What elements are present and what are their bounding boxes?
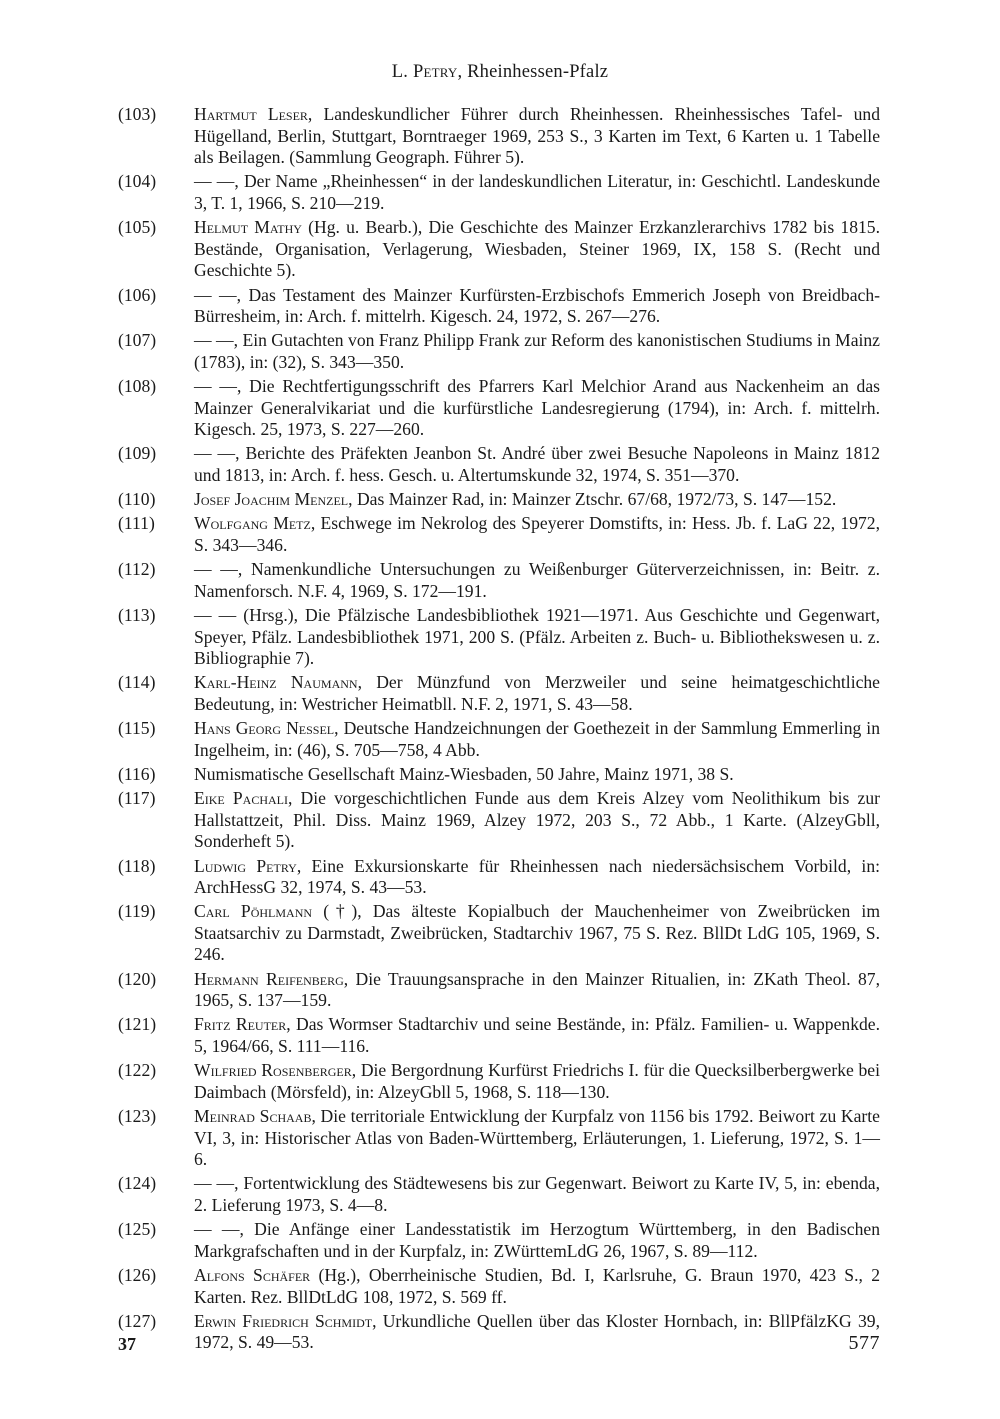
bibliography-entry xyxy=(118,764,880,786)
entry-body xyxy=(194,285,880,328)
entry-number: (125) xyxy=(118,1219,157,1240)
entry-body xyxy=(194,1060,880,1103)
entry-number: (109) xyxy=(118,443,157,464)
bibliography-entry xyxy=(118,285,880,328)
entry-body xyxy=(194,489,880,511)
entry-body xyxy=(194,1311,880,1354)
entry-body xyxy=(194,856,880,899)
entry-number: (122) xyxy=(118,1060,157,1081)
entry-body xyxy=(194,764,880,786)
entry-text: , Das Wormser Stadtarchiv und seine Bestände, in: Pfälz. Familien- u. Wappenkde. 5, 1964/66, S. 111—116. xyxy=(194,1014,880,1057)
entry-number: (106) xyxy=(118,284,157,305)
entry-author: Erwin Friedrich Schmidt xyxy=(194,1310,373,1331)
entry-number: (116) xyxy=(118,763,156,784)
entry-author: Hartmut Leser xyxy=(194,104,308,124)
entry-text: , Der Münzfund von Merzweiler und seine heimatgeschichtliche Bedeutung, in: Westricher Heimatbll. N.F. 2, 1971, S. 43—58. xyxy=(194,672,880,714)
bibliography-entry xyxy=(118,217,880,282)
entry-text: , Die Bergordnung Kurfürst Friedrichs I. für die Quecksilberbergwerke bei Daimbach (Mörsfeld), in: AlzeyGbll 5, 1968, S. 118—130. xyxy=(194,1060,880,1102)
entry-body xyxy=(194,672,880,715)
entry-author: Wilfried Rosenberger xyxy=(194,1060,352,1081)
entry-text: , Eine Exkursionskarte für Rheinhessen nach niedersächsischem Vorbild, in: ArchHessG 32, 1974, S. 43—53. xyxy=(194,855,880,898)
entry-body xyxy=(194,1265,880,1308)
entry-text: , Landeskundlicher Führer durch Rheinhessen. Rheinhessisches Tafel- und Hügelland, Berlin, Stuttgart, Borntraeger 1969, 253 S., 3 Karten im Text, 6 Karten u. 1 Tabelle als Beilagen. (Sammlung Geograph. Führer 5). xyxy=(194,104,880,168)
bibliography-entry xyxy=(118,1311,880,1354)
entry-number: (108) xyxy=(118,376,157,397)
entry-body xyxy=(194,559,880,602)
bibliography-entry xyxy=(118,1219,880,1262)
entry-author: Wolfgang Metz xyxy=(194,513,311,534)
header-title: , Rheinhessen-Pfalz xyxy=(457,62,609,82)
bibliography-entry xyxy=(118,969,880,1012)
entry-author: Alfons Schäfer xyxy=(194,1264,311,1285)
bibliography-entry xyxy=(118,1265,880,1308)
entry-author: Karl-Heinz Naumann xyxy=(194,672,358,693)
entry-number: (105) xyxy=(118,217,157,238)
bibliography-entry xyxy=(118,856,880,899)
entry-body xyxy=(194,376,880,441)
bibliography-entry xyxy=(118,672,880,715)
page-number: 577 xyxy=(848,1332,880,1354)
bibliography-entry xyxy=(118,718,880,761)
running-header xyxy=(0,62,1000,83)
entry-text: — —, Die Rechtfertigungsschrift des Pfarrers Karl Melchior Arand aus Nackenheim an das Mainzer Generalvikariat und die kurfürstliche Landesregierung (1794), in: Arch. f. mittelrh. Kigesch. 25, 1973, S. 227—260. xyxy=(194,376,880,440)
entry-body xyxy=(194,443,880,486)
entry-body xyxy=(194,1106,880,1171)
signature-mark: 37 xyxy=(118,1334,136,1354)
bibliography-entry xyxy=(118,1173,880,1216)
entry-text: — —, Das Testament des Mainzer Kurfürsten-Erzbischofs Emmerich Joseph von Breidbach-Bürresheim, in: Arch. f. mittelrh. Kigesch. 24, 1972, S. 267—276. xyxy=(194,284,880,327)
bibliography-entry xyxy=(118,1060,880,1103)
entry-author: Meinrad Schaab xyxy=(194,1106,312,1126)
entry-body xyxy=(194,1173,880,1216)
entry-body xyxy=(194,513,880,556)
entry-body xyxy=(194,171,880,214)
entry-number: (104) xyxy=(118,171,157,192)
bibliography-list xyxy=(118,104,880,1357)
bibliography-entry xyxy=(118,104,880,169)
bibliography-entry xyxy=(118,330,880,373)
entry-author: Fritz Reuter xyxy=(194,1014,287,1035)
bibliography-entry xyxy=(118,1106,880,1171)
entry-number: (114) xyxy=(118,672,156,693)
entry-number: (115) xyxy=(118,718,156,739)
entry-text: — — (Hrsg.), Die Pfälzische Landesbibliothek 1921—1971. Aus Geschichte und Gegenwart, Speyer, Pfälz. Landesbibliothek 1971, 200 S. (Pfälz. Arbeiten z. Buch- u. Bibliothekswesen u. z. Bibliographie 7). xyxy=(194,605,880,669)
bibliography-entry xyxy=(118,605,880,670)
entry-number: (110) xyxy=(118,489,156,510)
entry-number: (120) xyxy=(118,968,157,989)
entry-text: , Die territoriale Entwicklung der Kurpfalz von 1156 bis 1792. Beiwort zu Karte VI, 3, in: Historischer Atlas von Baden-Württemberg, Erläuterungen, 1. Lieferung, 1972, S. 1—6. xyxy=(194,1106,880,1170)
entry-body xyxy=(194,330,880,373)
entry-body xyxy=(194,104,880,169)
bibliography-entry xyxy=(118,443,880,486)
entry-author: Ludwig Petry xyxy=(194,855,297,876)
entry-text: — —, Ein Gutachten von Franz Philipp Frank zur Reform des kanonistischen Studiums in Mainz (1783), in: (32), S. 343—350. xyxy=(194,330,880,372)
entry-number: (103) xyxy=(118,104,157,124)
entry-text: (Hg.), Oberrheinische Studien, Bd. I, Karlsruhe, G. Braun 1970, 423 S., 2 Karten. Rez. BllDtLdG 108, 1972, S. 569 ff. xyxy=(194,1264,881,1307)
entry-body xyxy=(194,788,880,853)
entry-body xyxy=(194,217,880,282)
entry-text: — —, Berichte des Präfekten Jeanbon St. André über zwei Besuche Napoleons in Mainz 1812 und 1813, in: Arch. f. hess. Gesch. u. Altertumskunde 32, 1974, S. 351—370. xyxy=(194,443,880,486)
entry-number: (107) xyxy=(118,330,157,351)
entry-author: Josef Joachim Menzel xyxy=(194,489,349,510)
entry-number: (124) xyxy=(118,1173,157,1194)
bibliography-entry xyxy=(118,1014,880,1057)
entry-number: (117) xyxy=(118,788,156,809)
entry-text: — —, Die Anfänge einer Landesstatistik im Herzogtum Württemberg, in den Badischen Markgrafschaften und in der Kurpfalz, in: ZWürttemLdG 26, 1967, S. 89—112. xyxy=(194,1219,880,1261)
entry-text: Numismatische Gesellschaft Mainz-Wiesbaden, 50 Jahre, Mainz 1971, 38 S. xyxy=(194,763,734,784)
entry-author: Hans Georg Nessel xyxy=(194,718,335,739)
entry-number: (126) xyxy=(118,1264,157,1285)
entry-number: (119) xyxy=(118,901,156,922)
entry-number: (118) xyxy=(118,855,156,876)
entry-body xyxy=(194,969,880,1012)
bibliography-entry xyxy=(118,489,880,511)
bibliography-entry xyxy=(118,788,880,853)
entry-number: (123) xyxy=(118,1106,157,1126)
entry-text: (Hg. u. Bearb.), Die Geschichte des Mainzer Erzkanzlerarchivs 1782 bis 1815. Bestände, Organisation, Verlagerung, Wiesbaden, Steiner 1969, IX, 158 S. (Recht und Geschichte 5). xyxy=(194,217,880,281)
bibliography-entry xyxy=(118,376,880,441)
entry-number: (113) xyxy=(118,605,156,625)
entry-text: , Die vorgeschichtlichen Funde aus dem Kreis Alzey vom Neolithikum bis zur Hallstattzeit, Phil. Diss. Mainz 1969, Alzey 1972, 203 S., 72 Abb., 1 Karte. (AlzeyGbll, Sonderheft 5). xyxy=(194,788,880,852)
bibliography-entry xyxy=(118,901,880,966)
entry-text: (†), Das älteste Kopialbuch der Mauchenheimer von Zweibrücken im Staatsarchiv zu Darmstadt, Zweibrücken, Stadtarchiv 1967, 75 S. Rez. BllDt LdG 105, 1969, S. 246. xyxy=(194,901,881,965)
bibliography-entry xyxy=(118,559,880,602)
header-author-name: Petry xyxy=(412,62,458,82)
entry-author: Eike Pachali xyxy=(194,788,288,809)
entry-author: Carl Pöhlmann xyxy=(194,901,313,922)
entry-text: , Eschwege im Nekrolog des Speyerer Domstifts, in: Hess. Jb. f. LaG 22, 1972, S. 343—346. xyxy=(194,513,880,556)
header-author-initial: L. xyxy=(391,62,409,82)
entry-body xyxy=(194,718,880,761)
entry-text: , Deutsche Handzeichnungen der Goethezeit in der Sammlung Emmerling in Ingelheim, in: (46), S. 705—758, 4 Abb. xyxy=(194,718,880,760)
entry-author: Helmut Mathy xyxy=(194,217,302,238)
entry-number: (127) xyxy=(118,1310,157,1331)
entry-text: — —, Namenkundliche Untersuchungen zu Weißenburger Güterverzeichnissen, in: Beitr. z. Namenforsch. N.F. 4, 1969, S. 172—191. xyxy=(194,559,880,601)
entry-text: — —, Fortentwicklung des Städtewesens bis zur Gegenwart. Beiwort zu Karte IV, 5, in: ebenda, 2. Lieferung 1973, S. 4—8. xyxy=(194,1173,880,1215)
entry-body xyxy=(194,1014,880,1057)
bibliography-entry xyxy=(118,171,880,214)
entry-text: , Das Mainzer Rad, in: Mainzer Ztschr. 67/68, 1972/73, S. 147—152. xyxy=(348,489,837,510)
bibliography-entry xyxy=(118,513,880,556)
entry-text: , Die Trauungsansprache in den Mainzer Ritualien, in: ZKath Theol. 87, 1965, S. 137—159. xyxy=(194,968,881,1011)
entry-body xyxy=(194,901,880,966)
entry-text: — —, Der Name „Rheinhessen“ in der landeskundlichen Literatur, in: Geschichtl. Landeskunde 3, T. 1, 1966, S. 210—219. xyxy=(194,171,880,213)
entry-number: (121) xyxy=(118,1014,157,1035)
entry-text: , Urkundliche Quellen über das Kloster Hornbach, in: BllPfälzKG 39, 1972, S. 49—53. xyxy=(194,1310,880,1353)
entry-body xyxy=(194,605,880,670)
entry-author: Hermann Reifenberg xyxy=(194,968,344,989)
entry-number: (111) xyxy=(118,513,155,534)
entry-body xyxy=(194,1219,880,1262)
entry-number: (112) xyxy=(118,559,156,580)
